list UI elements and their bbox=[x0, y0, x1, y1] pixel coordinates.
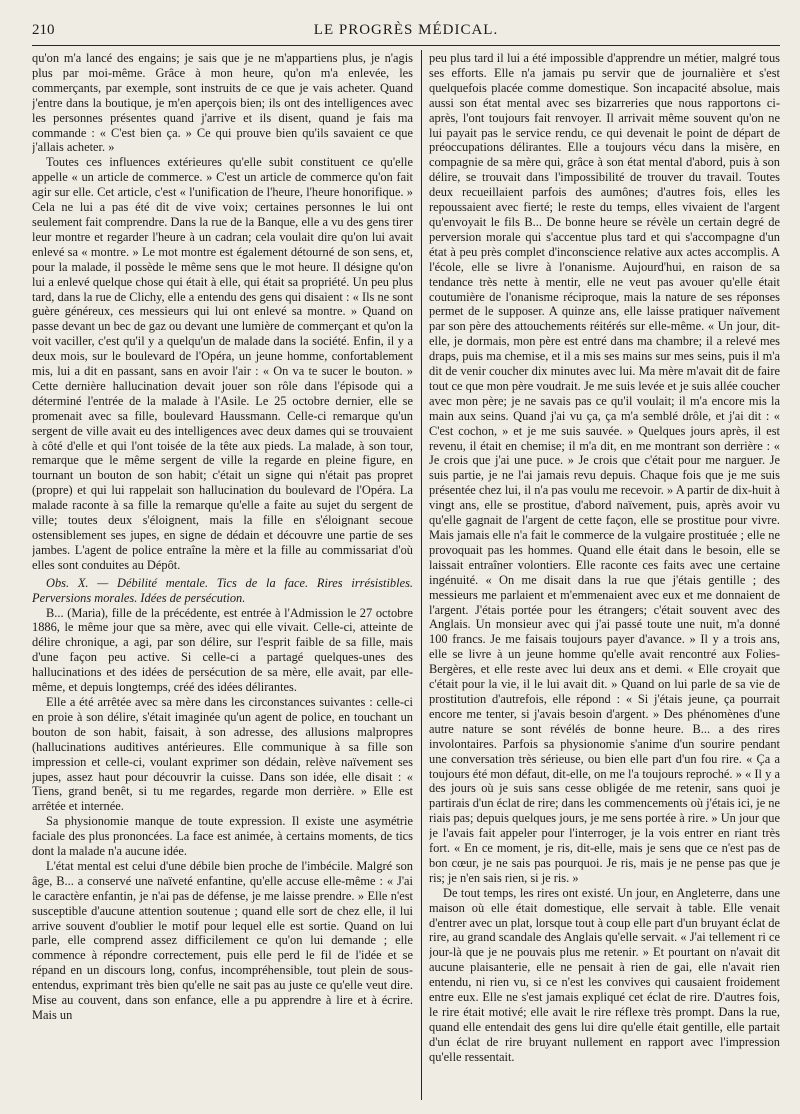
paragraph: L'état mental est celui d'une débile bien proche de l'imbécile. Malgré son âge, B... a conservé une naïveté enfantine, qu'elle accuse elle-même : « J'ai le caractère enfantin, je n'ai pas de défense, je me laisse prendre. » Elle n'est susceptible d'aucune attention soutenue ; quand elle sort de chez elle, il lui arrive souvent d'oublier le motif pour lequel elle est sortie. Quand on lui parle, elle comprend assez difficilement ce qu'on lui demande ; elle commence à répondre correctement, puis elle perd le fil de l'idée et se répand en un discours long, confus, incompréhensible, tout plein de sous-entendus, exprimant très bien qu'elle ne sait pas au juste ce qu'elle veut dire. Mise au couvent, dans son enfance, elle a pu apprendre à lire et à écrire. Mais un bbox=[32, 858, 413, 1022]
paragraph: B... (Maria), fille de la précédente, est entrée à l'Admission le 27 octobre 1886, le même jour que sa mère, avec qui elle vivait. Celle-ci, atteinte de délire chronique, a agi, par son délire, sur l'esprit faible de sa fille, mais d'une façon peu active. Si celle-ci a partagé quelques-unes des hallucinations et des idées de persécution de sa mère, elle avait, par elle-même, et depuis longtemps, créé des idées délirantes. bbox=[32, 605, 413, 695]
running-header bbox=[32, 22, 780, 42]
paragraph: De tout temps, les rires ont existé. Un jour, en Angleterre, dans une maison où elle était domestique, elle servait à table. Elle venait d'entrer avec un plat, lorsque tout à coup elle part d'un bruyant éclat de rire, au grand scandale des Anglais qu'elle servait. « J'ai tellement ri ce jour-là que je ne pouvais plus me retenir. » Et pourtant on n'avait dit aucune plaisanterie, elle ne pensait à rien de gai, elle n'avait rien entendu, ni rien vu, si ce n'est les convives qui causaient froidement entre eux. Elle ne s'est jamais expliqué cet éclat de rire. D'autres fois, le rire était motivé; elle avait le rire réflexe très prompt. Dans la rue, quand elle entendait des gens lui dire qu'elle était gentille, elle partait d'un éclat de rire bruyant nullement en rapport avec l'impression qu'elle ressentait. bbox=[429, 885, 780, 1064]
header-rule bbox=[32, 45, 780, 46]
right-column bbox=[429, 51, 780, 1103]
paragraph: Elle a été arrêtée avec sa mère dans les circonstances suivantes : celle-ci en proie à son délire, s'était imaginée qu'un agent de police, en touchant un bouton de son habit, faisait, à son adresse, des allusions malpropres (hallucinations auditives antérieures. Elle communique à sa fille son impression et celle-ci, voulant exprimer son dédain, relève naïvement ses jupes, assez haut pour découvrir la cuisse. Dans son idée, elle disait : « Tiens, grand benêt, si tu me regardes, regarde mon derrière. » Elle est arrêtée et internée. bbox=[32, 694, 413, 814]
journal-title: LE PROGRÈS MÉDICAL. bbox=[313, 22, 499, 38]
paragraph: Sa physionomie manque de toute expression. Il existe une asymétrie faciale des plus prononcées. La face est animée, à certains moments, de tics dont la malade n'a aucune idée. bbox=[32, 814, 413, 859]
paragraph: peu plus tard il lui a été impossible d'apprendre un métier, malgré tous ses efforts. Elle n'a jamais pu servir que de journalière et s'est quelquefois placée comme domestique. Son incapacité absolue, mais aussi son état mental avec ses bizarreries que nous rapportons ci-après, l'ont toujours fait renvoyer. Il arrivait même souvent qu'on ne lui payait pas le service rendu, ce qui devenait le point de départ de préoccupations délirantes. Elle a toujours vécu dans la misère, en compagnie de sa mère qui, grâce à son état mental d'abord, puis à son délire, se trouvait dans l'impossibilité de trouver du travail. Toutes deux recueillaient parfois des aumônes; d'autres fois, elles les repoussaient avec fierté; le reste du temps, elles vivaient de l'argent qu'envoyait le fils B... De bonne heure se révèle un certain degré de perversion morale qui s'accentue plus tard et qui s'accompagne d'un état à peu près complet d'inconscience relative aux actes accomplis. A l'école, elle se livre à l'onanisme. Aujourd'hui, en raison de sa tendance très nette à mentir, elle ne veut pas avouer qu'elle était coutumière de l'onanisme réciproque, mais la nature de ses réponses permet de le supposer. A quinze ans, elle laisse pratiquer naïvement par son père des attouchements réitérés sur elle-même. « Un jour, dit-elle, je dormais, mon père est entré dans ma chambre; il a relevé mes draps, puis ma chemise, et il a mis ses mains sur mes seins, puis il m'a dit de venir coucher dix minutes avec lui. Ma mère m'avait dit de faire tout ce que mon père voudrait. Je me suis levée et je suis allée coucher avec mon père; je ne savais pas ce qu'il voulait; il m'a encore mis la main aux seins. Quand j'ai vu ça, ça m'a semblé drôle, et j'ai dit : « C'est cochon, » et je me suis sauvée. » Quelques jours après, il est revenu, il était en chemise; il m'a dit, en me montrant son derrière : « Je crois que j'ai une puce. » Je crois que c'était pour me narguer. Je suis partie, je ne l'ai jamais revu depuis. Chaque fois que je me suis présentée chez lui, il n'a pas voulu me recevoir. » A partir de dix-huit à vingt ans, elle se prostitue, d'abord naïvement, puis, après avoir vu qu'elle gagnait de l'argent de cette façon, elle se prostitue pour vivre. Mais jamais elle n'a fait le commerce de la vulgaire prostituée ; elle ne provoquait pas les hommes. Quand elle était dans le besoin, elle se laissait entraîner volontiers. Elle raconte ces faits avec une certaine ingénuité. « On me disait dans la rue que j'étais gentille ; des messieurs me parlaient et m'emmenaient avec eux et me donnaient de l'argent. J'étais portée pour les étrangers; c'était souvent avec des Anglais. Un monsieur avec qui j'ai passé toute une nuit, m'a donné 100 francs. Je me faisais toujours payer d'avance. » Il y a trois ans, elle se livre à un jeune homme qu'elle avait rencontré aux Folies-Bergères, et elle reste avec lui deux ans et demi. « Elle croyait que c'était pour la vie, il le lui avait dit. » Quand on lui parle de sa vie de prostitution d'autrefois, elle répond : « Si j'étais jeune, ça pourrait encore me tenter, si j'avais besoin d'argent. » Des phénomènes d'une autre nature se sont révélés de bonne heure. B... a des rires involontaires. Parfois sa physionomie s'anime d'un sourire pendant une conversation très sérieuse, ou bien elle part d'un fou rire. « Ça a toujours été mon défaut, dit-elle, on me l'a toujours reproché. » « Il y a des jours où je suis sans cesse obligée de me retenir, sans quoi je partirais d'un éclat de rire; dans les commencements où j'étais ici, je ne riais pas; depuis quelques jours, je me sens portée à rire. » Un jour que je l'avais fait appeler pour l'interroger, je la vois entrer en riant très fort. « En ce moment, je ris, dit-elle, mais je sens que ce n'est pas de bon cœur, je ne sais pas pourquoi. Je ris, mais je ne pense pas que je ris; je n'en sais rien, si je ris. » bbox=[429, 51, 780, 885]
observation-heading: Obs. X. — Débilité mentale. Tics de la face. Rires irrésistibles. Perversions morales. Idées de persécution. bbox=[32, 575, 413, 605]
paragraph: qu'on m'a lancé des engains; je sais que je ne m'appartiens plus, je n'agis plus par moi-même. Grâce à mon heure, qu'on m'a enlevée, les commerçants, par exemple, sont instruits de ce que je vais acheter. Quand j'entre dans la boutique, je m'en aperçois bien; ils ont des intelligences avec les personnes présentes quand j'arrive et ils disent, quand je fais ma commande : « C'est bien ça. » Ce qui prouve bien qu'ils savaient ce que j'allais acheter. » bbox=[32, 51, 413, 155]
left-column bbox=[32, 51, 413, 1103]
column-divider bbox=[421, 50, 422, 1100]
page-number: 210 bbox=[32, 22, 55, 38]
paragraph: Toutes ces influences extérieures qu'elle subit constituent ce qu'elle appelle « un article de commerce. » C'est un article de commerce qu'on fait agir sur elle. Cet article, c'est « l'unification de l'heure, l'heure honorifique. » Cela ne lui a pas été dit de vive voix; certaines personnes le lui ont seulement fait comprendre. Dans la rue de la Banque, elle a vu des gens tirer leur montre et regarder l'heure à un cadran; cela voulait dire qu'on lui avait enlevé sa « montre. » Le mot montre est également détourné de son sens, et, pour la malade, il possède le même sens que le mot heure. Il désigne qu'on lui a enlevé quelque chose qui était à elle, qui était sa propriété. Un peu plus tard, dans la rue de Clichy, elle a entendu des gens qui disaient : « Ils ne sont guère généreux, ces messieurs qui lui ont enlevé sa montre. » Quand on passe devant un bec de gaz ou devant une lumière de commerçant et qu'on la voit vaciller, c'est qu'il y a quelqu'un de malade dans la société. Enfin, il y a deux mois, sur le boulevard de l'Opéra, un jeune homme, confortablement mis, lui a dit en passant, sans en avoir l'air : « On va te sucer le bouton. » Cette dernière hallucination devait jouer son rôle dans l'épisode qui a déterminé l'entrée de la malade à l'Asile. Le 25 octobre dernier, elle se promenait avec sa fille, boulevard Haussmann. Celle-ci remarque qu'un sergent de ville avait eu des intelligences avec deux dames qui se trouvaient à côté d'elle et qui l'ont toisée de la tête aux pieds. La malade, à son tour, remarque que le même sergent de ville la regarde en pleine figure, en tournant un bouton de son habit; c'était un signe qui n'était pas propret (propre) et qui lui rappelait son hallucination du boulevard de l'Opéra. La malade raconte à sa fille la remarque qu'elle a faite au sujet du sergent de ville; toutes deux s'éloignent, mais la fille en s'éloignant secoue ostensiblement ses jupes, en signe de dédain et découvre une partie de ses jambes. L'agent de police entraîne la mère et la fille au commissariat d'où elles sont conduites au Dépôt. bbox=[32, 155, 413, 572]
